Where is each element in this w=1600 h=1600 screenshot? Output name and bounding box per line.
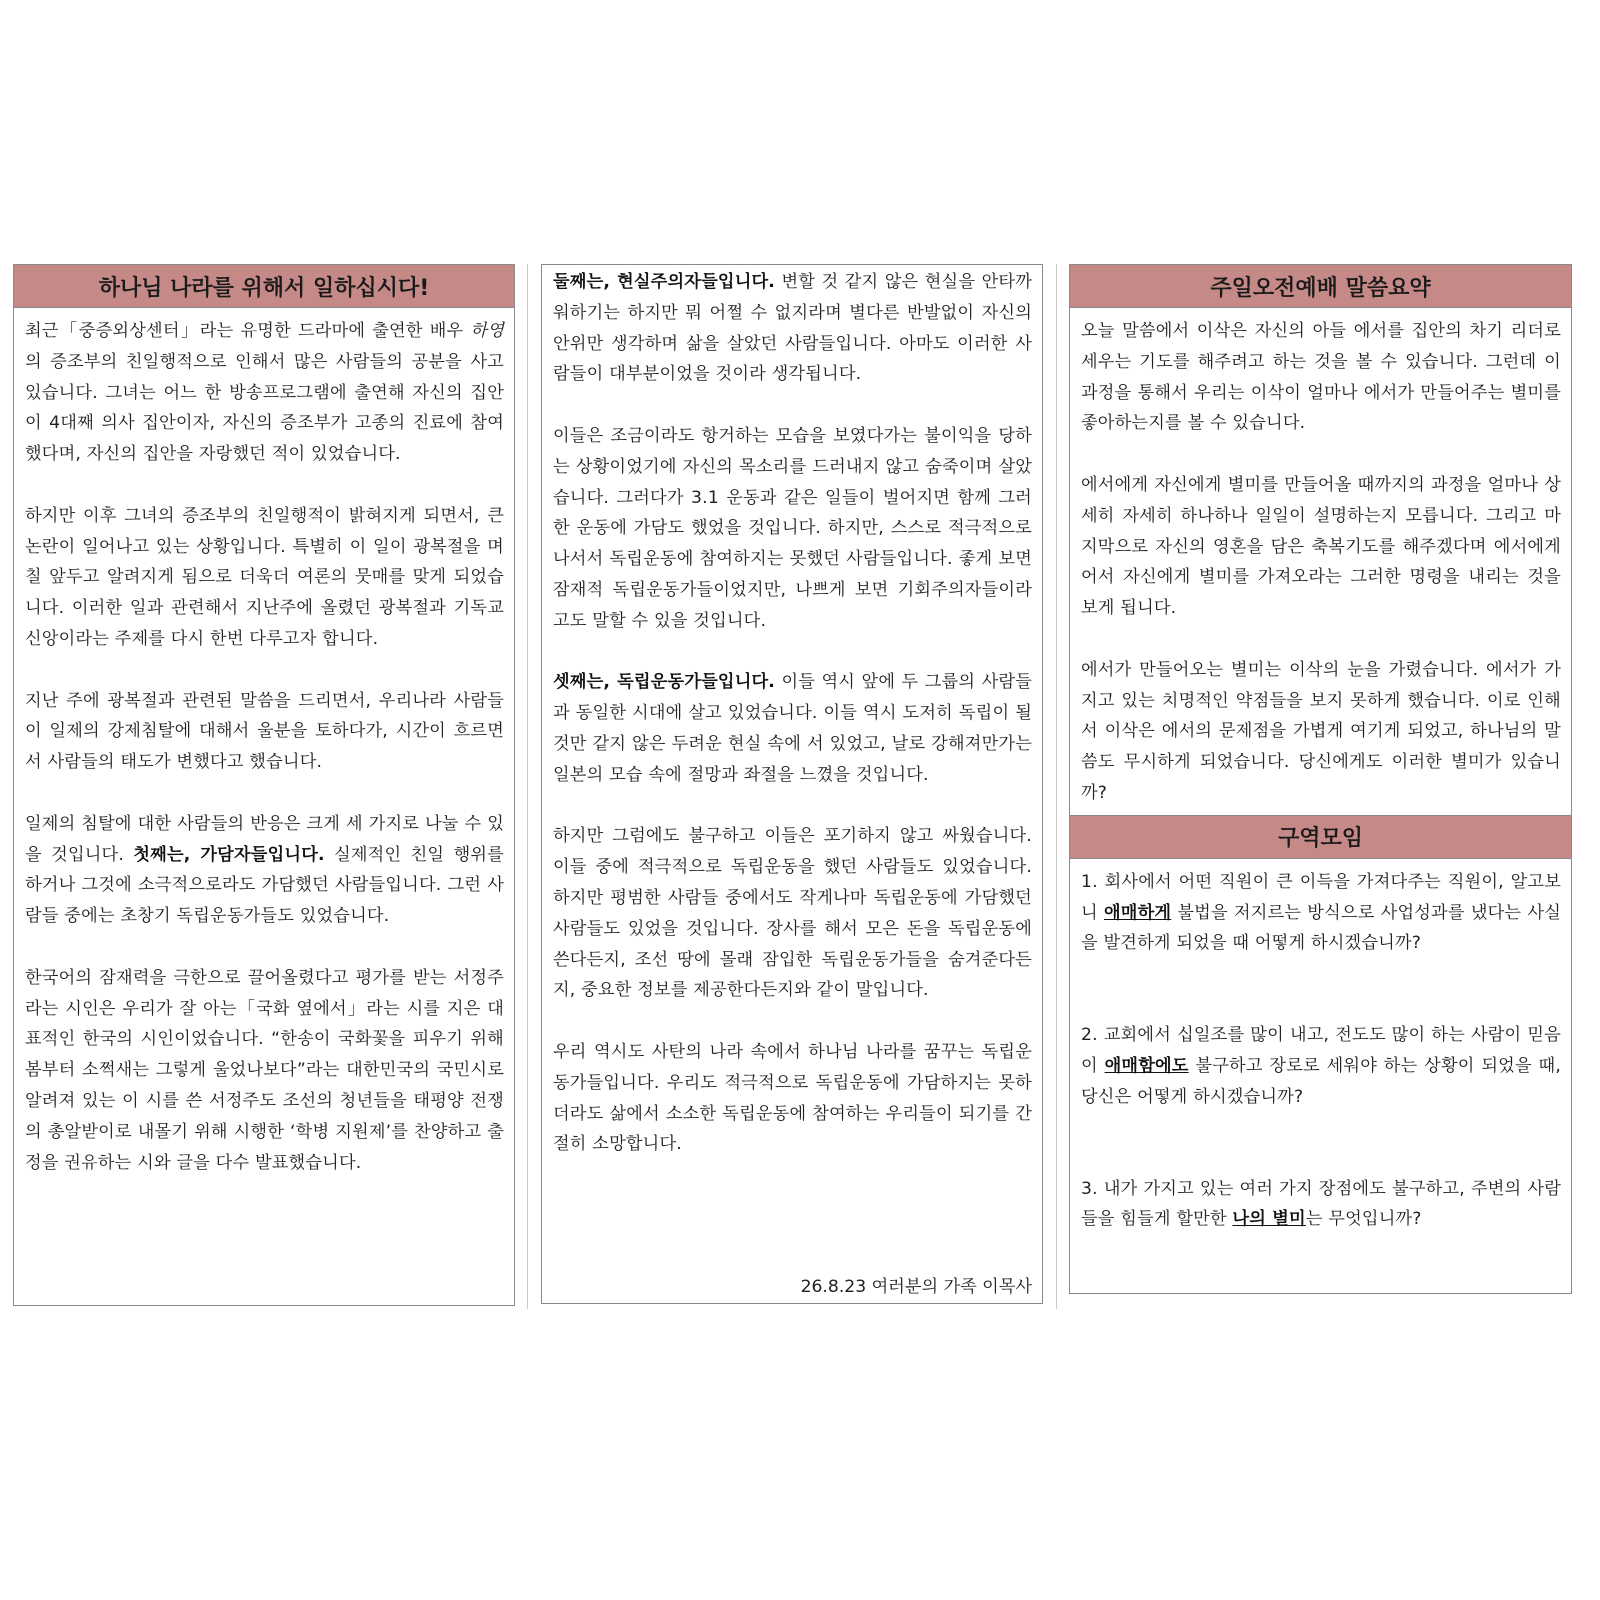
- column-sermon-summary: [1069, 264, 1572, 1294]
- small-group-questions: [1070, 859, 1571, 1235]
- continued-paragraph-1: 둘째는, 현실주의자들입니다. 변할 것 같지 않은 현실을 안타까워하기는 하지만 뭐 어쩔 수 없지라며 별다른 반발없이 자신의 안위만 생각하며 삶을 살았던 사람들입니다. 아마도 이러한 사람들이 대부분이었을 것이라 생각됩니다.: [553, 272, 1032, 385]
- article-paragraph-1: 최근「중증외상센터」라는 유명한 드라마에 출연한 배우 하영의 증조부의 친일행적으로 인해서 많은 사람들의 공분을 사고 있습니다. 그녀는 어느 한 방송프로그램에 출연해 자신의 집안이 4대째 의사 집안이자, 자신의 증조부가 고종의 진료에 참여했다며, 자신의 집안을 자랑했던 적이 있었습니다.: [25, 321, 504, 465]
- question-1: 1. 회사에서 어떤 직원이 큰 이득을 가져다주는 직원이, 알고보니 애매하게 불법을 저지르는 방식으로 사업성과를 냈다는 사실을 발견하게 되었을 때 어떻게 하시겠습니까?: [1081, 871, 1561, 954]
- emphasis-second-group: 둘째는, 현실주의자들입니다.: [553, 272, 776, 292]
- summary-paragraph-1: 오늘 말씀에서 이삭은 자신의 아들 에서를 집안의 차기 리더로 세우는 기도를 해주려고 하는 것을 볼 수 있습니다. 그런데 이 과정을 통해서 우리는 이삭이 얼마나 에서가 만들어주는 별미를 좋아하는지를 볼 수 있습니다.: [1081, 321, 1561, 434]
- article-title: 하나님 나라를 위해서 일하십시다!: [14, 265, 514, 308]
- keyword-my-delicacy: 나의 별미: [1232, 1209, 1306, 1230]
- article-body: [14, 308, 514, 1178]
- question-3: 3. 내가 가지고 있는 여러 가지 장점에도 불구하고, 주변의 사람들을 힘들게 할만한 나의 별미는 무엇입니까?: [1081, 1178, 1561, 1230]
- keyword-ambiguously: 애매하게: [1103, 902, 1172, 923]
- emphasis-first-group: 첫째는, 가담자들입니다.: [133, 844, 325, 865]
- article-paragraph-4: 일제의 침탈에 대한 사람들의 반응은 크게 세 가지로 나눌 수 있을 것입니다. 첫째는, 가담자들입니다. 실제적인 친일 행위를 하거나 그것에 소극적으로라도 가담했던 사람들입니다. 그런 사람들 중에는 초창기 독립운동가들도 있었습니다.: [25, 813, 504, 927]
- column-article-continued: [541, 264, 1043, 1304]
- continued-paragraph-4: 하지만 그럼에도 불구하고 이들은 포기하지 않고 싸웠습니다. 이들 중에 적극적으로 독립운동을 했던 사람들도 있었습니다. 하지만 평범한 사람들 중에서도 작게나마 독립운동에 가담했던 사람들도 있었을 것입니다. 장사를 해서 모은 돈을 독립운동에 쓴다든지, 조선 땅에 몰래 잠입한 독립운동가들을 숨겨준다든지, 중요한 정보를 제공한다든지와 같이 말입니다.: [553, 826, 1032, 1001]
- continued-paragraph-5: 우리 역시도 사탄의 나라 속에서 하나님 나라를 꿈꾸는 독립운동가들입니다. 우리도 적극적으로 독립운동에 가담하지는 못하더라도 삶에서 소소한 독립운동에 참여하는 우리들이 되기를 간절히 소망합니다.: [553, 1041, 1032, 1155]
- sermon-summary-body: [1070, 308, 1571, 815]
- article-paragraph-5: 한국어의 잠재력을 극한으로 끌어올렸다고 평가를 받는 서정주라는 시인은 우리가 잘 아는「국화 옆에서」라는 시를 지은 대표적인 한국의 시인이었습니다. “한송이 국화꽃을 피우기 위해 봄부터 소쩍새는 그렇게 울었나보다”라는 대한민국의 국민시로 알려져 있는 이 시를 쓴 서정주도 조선의 청년들을 태평양 전쟁의 총알받이로 내몰기 위해 시행한 ‘학병 지원제’를 찬양하고 출정을 권유하는 시와 글을 다수 발표했습니다.: [25, 967, 504, 1173]
- question-2: 2. 교회에서 십일조를 많이 내고, 전도도 많이 하는 사람이 믿음이 애매함에도 불구하고 장로로 세워야 하는 상황이 되었을 때, 당신은 어떻게 하시겠습니까?: [1081, 1025, 1561, 1107]
- small-group-title: 구역모임: [1070, 815, 1571, 859]
- actor-name: 하영: [470, 321, 504, 341]
- keyword-ambiguity: 애매함에도: [1104, 1055, 1189, 1076]
- article-paragraph-3: 지난 주에 광복절과 관련된 말씀을 드리면서, 우리나라 사람들이 일제의 강제침탈에 대해서 울분을 토하다가, 시간이 흐르면서 사람들의 태도가 변했다고 했습니다.: [25, 690, 504, 773]
- summary-paragraph-3: 에서가 만들어오는 별미는 이삭의 눈을 가렸습니다. 에서가 가지고 있는 치명적인 약점들을 보지 못하게 했습니다. 이로 인해서 이삭은 에서의 문제점을 가볍게 여기게 되었고, 하나님의 말씀도 무시하게 되었습니다. 당신에게도 이러한 별미가 있습니까?: [1081, 659, 1561, 803]
- signature: 26.8.23 여러분의 가족 이목사: [800, 1277, 1032, 1297]
- column-separator-right: [1056, 264, 1057, 1309]
- summary-paragraph-2: 에서에게 자신에게 별미를 만들어올 때까지의 과정을 얼마나 상세히 자세히 하나하나 일일이 설명하는지 모릅니다. 그리고 마지막으로 자신의 영혼을 담은 축복기도를 해주겠다며 에서에게 어서 자신에게 별미를 가져오라는 그러한 명령을 내리는 것을 보게 됩니다.: [1081, 474, 1561, 619]
- article-continued-body: [542, 265, 1042, 1160]
- column-separator-left: [527, 264, 528, 1309]
- sermon-summary-title: 주일오전예배 말씀요약: [1070, 265, 1571, 308]
- column-article: [13, 264, 515, 1306]
- continued-paragraph-2: 이들은 조금이라도 항거하는 모습을 보였다가는 불이익을 당하는 상황이었기에 자신의 목소리를 드러내지 않고 숨죽이며 살았습니다. 그러다가 3.1 운동과 같은 일들이 벌어지면 함께 그러한 운동에 가담도 했었을 것입니다. 하지만, 스스로 적극적으로 나서서 독립운동에 참여하지는 못했던 사람들입니다. 좋게 보면 잠재적 독립운동가들이었지만, 나쁘게 보면 기회주의자들이라고도 말할 수 있을 것입니다.: [553, 425, 1032, 631]
- article-paragraph-2: 하지만 이후 그녀의 증조부의 친일행적이 밝혀지게 되면서, 큰 논란이 일어나고 있는 상황입니다. 특별히 이 일이 광복절을 며칠 앞두고 알려지게 됨으로 더욱더 여론의 뭇매를 맞게 되었습니다. 이러한 일과 관련해서 지난주에 올렸던 광복절과 기독교 신앙이라는 주제를 다시 한번 다루고자 합니다.: [25, 505, 504, 649]
- emphasis-third-group: 셋째는, 독립운동가들입니다.: [553, 672, 776, 693]
- continued-paragraph-3: 셋째는, 독립운동가들입니다. 이들 역시 앞에 두 그룹의 사람들과 동일한 시대에 살고 있었습니다. 이들 역시 도저히 독립이 될 것만 같지 않은 두려운 현실 속에 서 있었고, 날로 강해져만가는 일본의 모습 속에 절망과 좌절을 느꼈을 것입니다.: [553, 672, 1032, 785]
